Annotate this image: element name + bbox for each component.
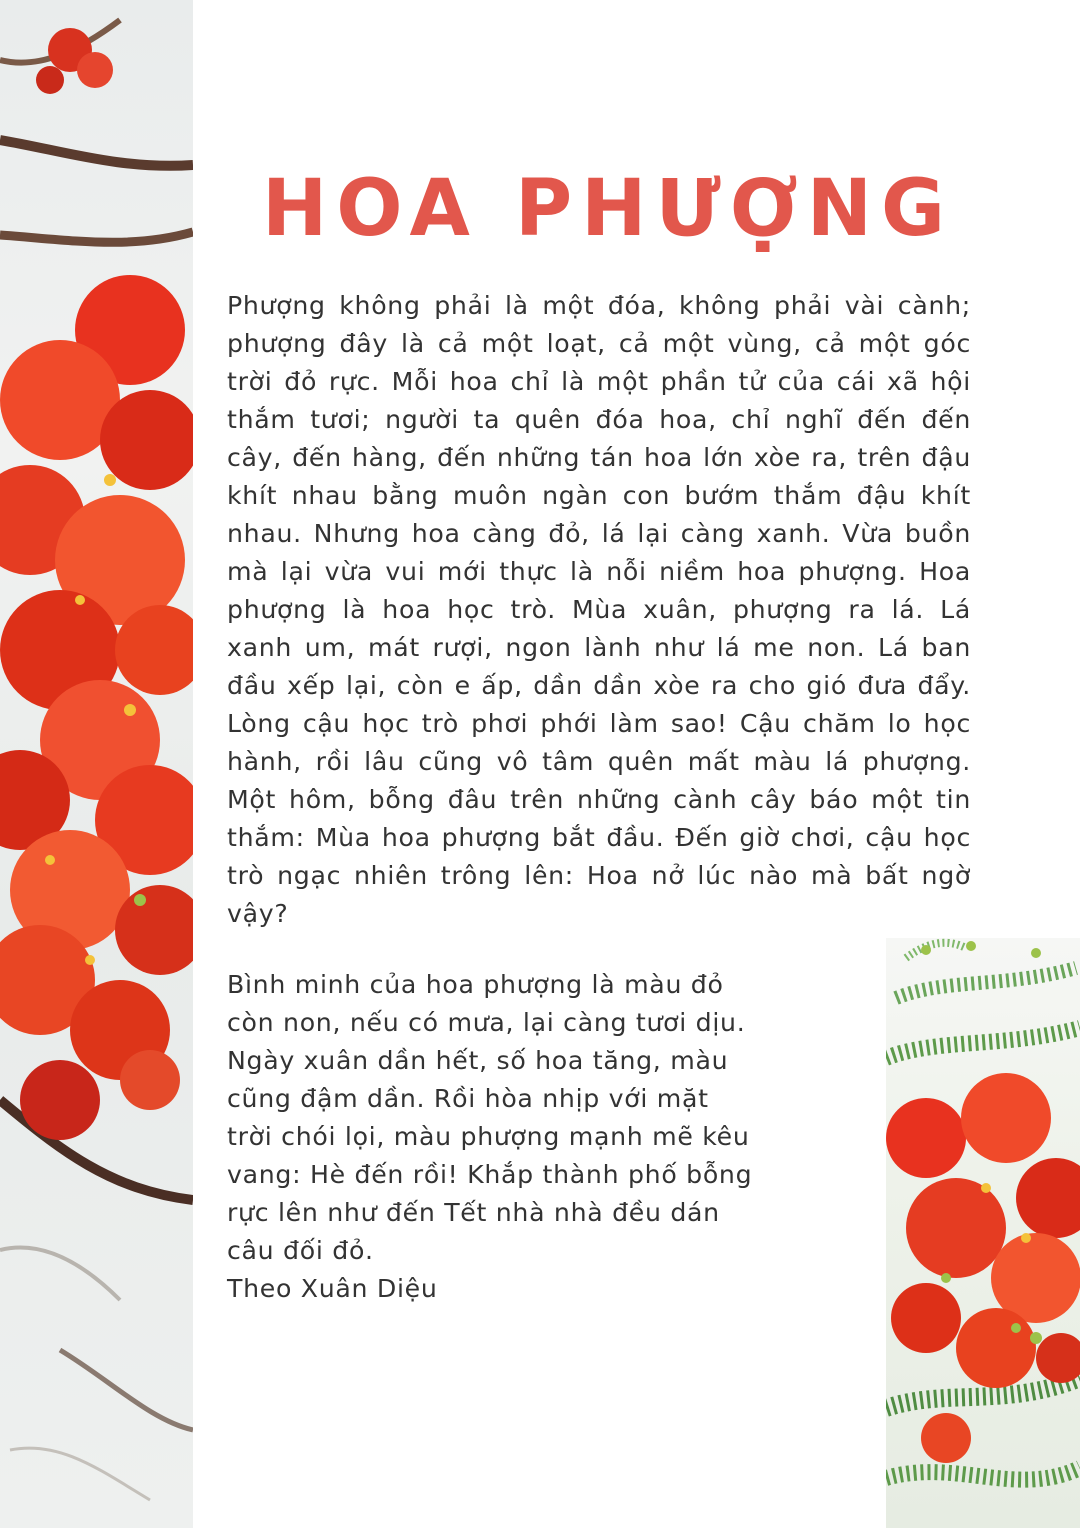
paragraph-two-line: Bình minh của hoa phượng là màu đỏ: [227, 970, 724, 999]
flame-tree-illustration-left: [0, 0, 193, 1528]
paragraph-two-line: câu đối đỏ.: [227, 1236, 374, 1265]
author-credit: Theo Xuân Diệu: [227, 1274, 438, 1303]
paragraph-two-line: Ngày xuân dần hết, số hoa tăng, màu: [227, 1046, 729, 1075]
paragraph-two-line: cũng đậm dần. Rồi hòa nhịp với mặt: [227, 1084, 709, 1113]
paragraph-two: [227, 966, 787, 1270]
paragraph-two-line: vang: Hè đến rồi! Khắp thành phố bỗng: [227, 1160, 753, 1189]
paragraph-two-line: còn non, nếu có mưa, lại càng tươi dịu.: [227, 1008, 746, 1037]
paragraph-two-line: rực lên như đến Tết nhà nhà đều dán: [227, 1198, 720, 1227]
flame-tree-illustration-right: [886, 938, 1080, 1528]
paragraph-one: Phượng không phải là một đóa, không phải vài cành; phượng đây là cả một loạt, cả một vùng, cả một góc trời đỏ rực. Mỗi hoa chỉ là một phần tử của cái xã hội thắm tươi; người ta quên đóa hoa, chỉ nghĩ đến đến cây, đến hàng, đến những tán hoa lớn xòe ra, trên đậu khít nhau bằng muôn ngàn con bướm thắm đậu khít nhau. Nhưng hoa càng đỏ, lá lại càng xanh. Vừa buồn mà lại vừa vui mới thực là nỗi niềm hoa phượng. Hoa phượng là hoa học trò. Mùa xuân, phượng ra lá. Lá xanh um, mát rượi, ngon lành như lá me non. Lá ban đầu xếp lại, còn e ấp, dần dần xòe ra cho gió đưa đẩy. Lòng cậu học trò phơi phới làm sao! Cậu chăm lo học hành, rồi lâu cũng vô tâm quên mất màu lá phượng. Một hôm, bỗng đâu trên những cành cây báo một tin thắm: Mùa hoa phượng bắt đầu. Đến giờ chơi, cậu học trò ngạc nhiên trông lên: Hoa nở lúc nào mà bất ngờ vậy?: [227, 291, 971, 928]
paragraph-two-line: trời chói lọi, màu phượng mạnh mẽ kêu: [227, 1122, 750, 1151]
left-flower-photo: [0, 0, 193, 1528]
right-flower-photo: [886, 938, 1080, 1528]
page-title: HOA PHƯỢNG: [262, 164, 955, 254]
